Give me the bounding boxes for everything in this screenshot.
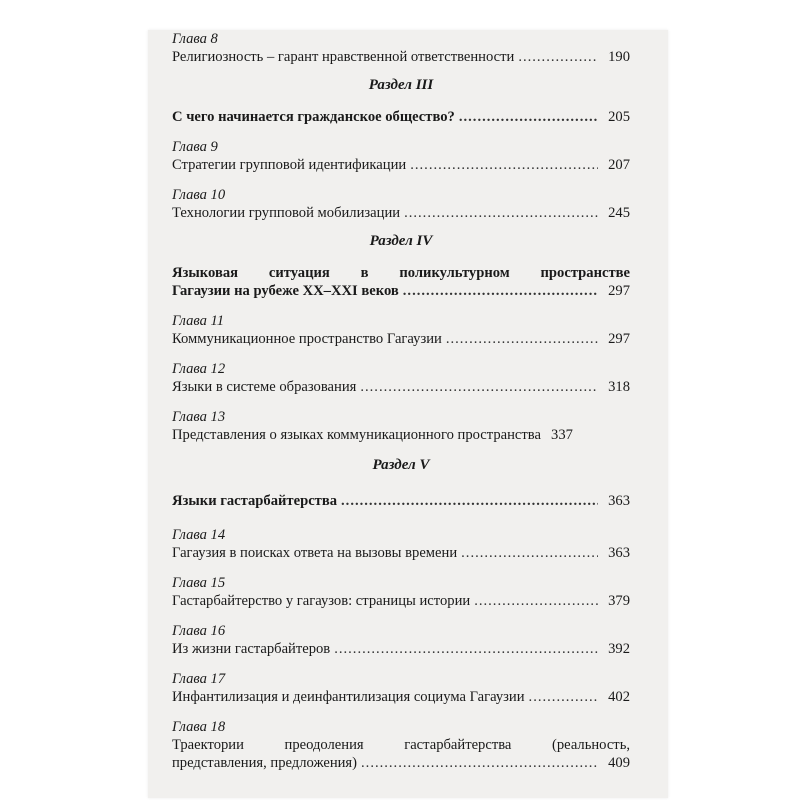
toc-entry-ch14 <box>172 526 630 562</box>
leader-dots <box>360 378 598 396</box>
page-number: 205 <box>608 109 630 125</box>
page-number: 363 <box>608 493 630 509</box>
toc-entry-ch17 <box>172 670 630 706</box>
chapter-label: Глава 11 <box>172 313 225 329</box>
chapter-title: Стратегии групповой идентификации <box>172 157 407 173</box>
page-number: 297 <box>608 331 630 347</box>
section-heading: Раздел IV <box>369 233 433 249</box>
chapter-title: Коммуникационное пространство Гагаузии <box>172 331 442 347</box>
toc-entry-s5-title <box>172 492 630 510</box>
toc-entry-ch18 <box>172 718 630 772</box>
leader-dots <box>403 282 598 300</box>
page-number: 190 <box>608 49 630 65</box>
chapter-label: Глава 16 <box>172 623 226 639</box>
leader-dots <box>461 544 598 562</box>
chapter-label: Глава 17 <box>172 671 226 687</box>
chapter-title: Из жизни гастарбайтеров <box>172 641 331 657</box>
chapter-title: Гастарбайтерство у гагаузов: страницы истории <box>172 593 471 609</box>
chapter-label: Глава 18 <box>172 719 226 735</box>
page-number: 337 <box>551 427 573 443</box>
page-number: 379 <box>608 593 630 609</box>
page-number: 297 <box>608 283 630 299</box>
chapter-title: Технологии групповой мобилизации <box>172 205 401 221</box>
page-number: 392 <box>608 641 630 657</box>
chapter-label: Глава 15 <box>172 575 226 591</box>
chapter-title: Инфантилизация и деинфантилизация социума Гагаузии <box>172 689 525 705</box>
section-title-line1: Языковая ситуация в поликультурном пространстве <box>172 265 630 281</box>
section-heading: Раздел V <box>372 457 430 473</box>
leader-dots <box>341 492 598 510</box>
leader-dots <box>446 330 598 348</box>
page-number: 245 <box>608 205 630 221</box>
chapter-title: Представления о языках коммуникационного пространства <box>172 427 541 443</box>
leader-dots <box>529 688 598 706</box>
chapter-label: Глава 14 <box>172 527 226 543</box>
chapter-title-line1: Траектории преодоления гастарбайтерства (реальность, <box>172 737 630 753</box>
leader-dots <box>474 592 598 610</box>
section-title-line2: Гагаузии на рубеже XX–XXI веков <box>172 283 399 299</box>
chapter-label: Глава 9 <box>172 139 218 155</box>
toc-entry-ch12 <box>172 360 630 396</box>
page-number: 363 <box>608 545 630 561</box>
leader-dots <box>334 640 598 658</box>
toc-entry-s4-title <box>172 264 630 300</box>
leader-dots <box>410 156 598 174</box>
page-number: 207 <box>608 157 630 173</box>
toc-entry-ch13 <box>172 408 630 444</box>
chapter-title: Религиозность – гарант нравственной ответственности <box>172 49 515 65</box>
section-title: С чего начинается гражданское общество? <box>172 109 455 125</box>
toc-entry-ch10 <box>172 186 630 222</box>
leader-dots <box>361 754 598 772</box>
page-number: 318 <box>608 379 630 395</box>
chapter-title: Гагаузия в поисках ответа на вызовы времени <box>172 545 458 561</box>
leader-dots <box>404 204 598 222</box>
toc-entry-ch8 <box>172 30 630 66</box>
toc-entry-ch15 <box>172 574 630 610</box>
chapter-title-line2: представления, предложения) <box>172 755 358 771</box>
chapter-label: Глава 12 <box>172 361 226 377</box>
section-heading: Раздел III <box>368 77 434 93</box>
leader-dots <box>518 48 598 66</box>
leader-dots <box>459 108 598 126</box>
page-number: 402 <box>608 689 630 705</box>
toc-entry-ch16 <box>172 622 630 658</box>
section-title: Языки гастарбайтерства <box>172 493 338 509</box>
chapter-label: Глава 10 <box>172 187 226 203</box>
chapter-label: Глава 13 <box>172 409 226 425</box>
toc-entry-ch11 <box>172 312 630 348</box>
chapter-title: Языки в системе образования <box>172 379 357 395</box>
toc-entry-s3-title <box>172 108 630 126</box>
page-number: 409 <box>608 755 630 771</box>
toc-entry-ch9 <box>172 138 630 174</box>
chapter-label: Глава 8 <box>172 31 218 47</box>
table-of-contents <box>172 30 630 784</box>
